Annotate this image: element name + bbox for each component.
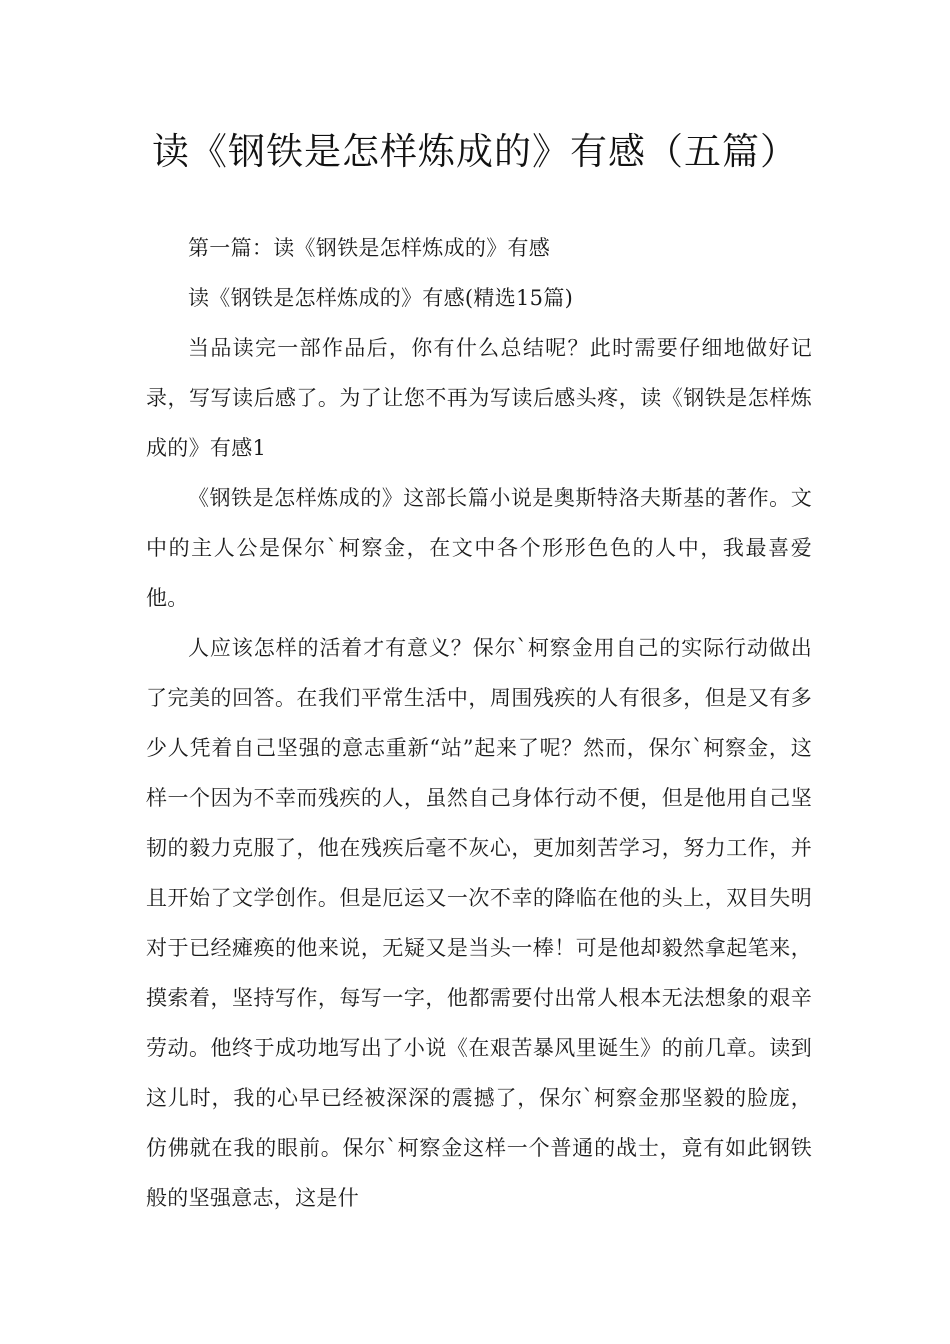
body-paragraph: 当品读完一部作品后，你有什么总结呢？此时需要仔细地做好记录，写写读后感了。为了让您不再为写读后感头疼，读《钢铁是怎样炼成的》有感1 [146,336,812,460]
document-title: 读《钢铁是怎样炼成的》有感（五篇） [152,130,798,173]
document-body [146,223,812,1223]
section-heading: 第一篇：读《钢铁是怎样炼成的》有感 [188,236,551,260]
body-paragraph: 人应该怎样的活着才有意义？保尔`柯察金用自己的实际行动做出了完美的回答。在我们平常生活中，周围残疾的人有很多，但是又有多少人凭着自己坚强的意志重新“站”起来了呢？然而，保尔`柯察金，这样一个因为不幸而残疾的人，虽然自己身体行动不便，但是他用自己坚韧的毅力克服了，他在残疾后毫不灰心，更加刻苦学习，努力工作，并且开始了文学创作。但是厄运又一次不幸的降临在他的头上，双目失明对于已经瘫痪的他来说，无疑又是当头一棒！可是他却毅然拿起笔来，摸索着，坚持写作，每写一字，他都需要付出常人根本无法想象的艰辛劳动。他终于成功地写出了小说《在艰苦暴风里诞生》的前几章。读到这儿时，我的心早已经被深深的震撼了，保尔`柯察金那坚毅的脸庞，仿佛就在我的眼前。保尔`柯察金这样一个普通的战士，竟有如此钢铁般的坚强意志，这是什 [146,636,812,1210]
body-paragraph: 《钢铁是怎样炼成的》这部长篇小说是奥斯特洛夫斯基的著作。文中的主人公是保尔`柯察金，在文中各个形形色色的人中，我最喜爱他。 [146,486,812,610]
subtitle-paragraph: 读《钢铁是怎样炼成的》有感(精选15篇) [188,286,574,310]
